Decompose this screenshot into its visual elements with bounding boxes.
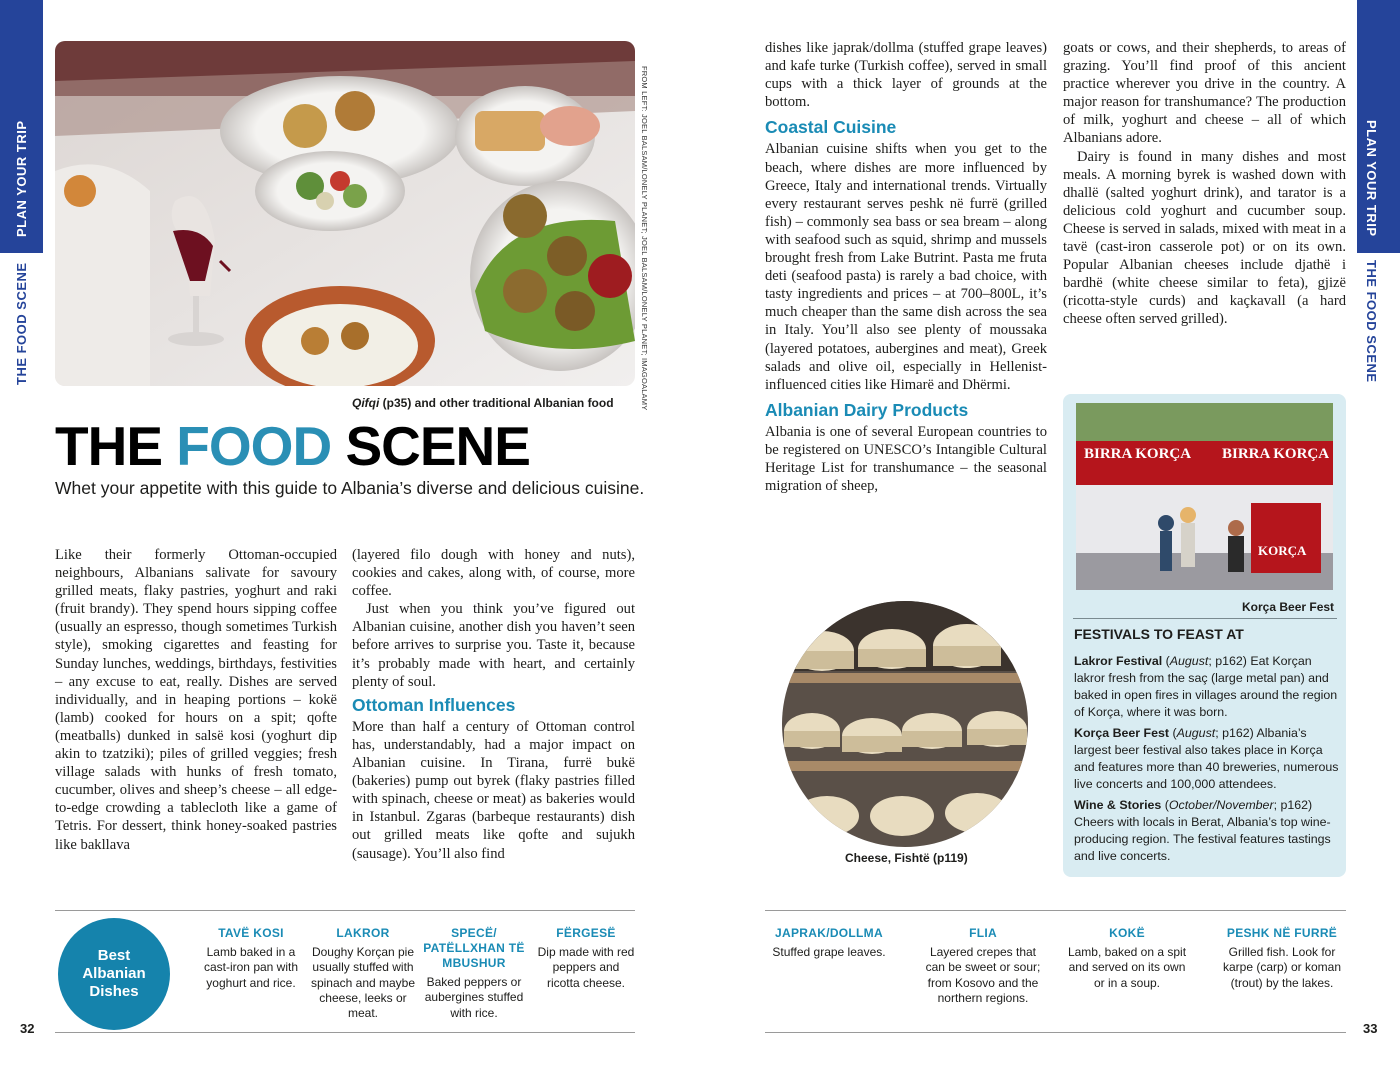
festival-item: Lakror Festival (August; p162) Eat Korçan lakror fresh from the saç (large metal pan) and baked in open fires in villages around the region of Korça, where it was born. xyxy=(1074,654,1338,719)
right-dish-strip-top-rule xyxy=(765,910,1346,911)
page-number-right: 33 xyxy=(1363,1021,1378,1036)
beer-sign-left: BIRRA KORÇA xyxy=(1084,446,1192,462)
dish-card xyxy=(310,926,416,1021)
festivals-box xyxy=(1063,394,1346,877)
right-page-column-1 xyxy=(765,39,1047,495)
right-tab-chapter-label: THE FOOD SCENE xyxy=(1364,260,1379,383)
dish-name: FLIA xyxy=(969,926,997,940)
page-number-left: 32 xyxy=(20,1021,35,1036)
dish-card xyxy=(196,926,306,991)
right-page-column-2 xyxy=(1063,39,1346,329)
dish-name: TAVË KOSI xyxy=(218,926,284,940)
dish-card xyxy=(765,926,893,960)
best-dishes-badge: Best Albanian Dishes xyxy=(58,918,170,1030)
hero-caption: Qifqi (p35) and other traditional Albanian food xyxy=(352,396,614,410)
festival-item: Wine & Stories (October/November; p162) Cheers with locals in Berat, Albania’s top wine-producing region. The festival features tastings and live concerts. xyxy=(1074,798,1331,863)
ottoman-heading: Ottoman Influences xyxy=(352,694,516,715)
left-tab-section-label: PLAN YOUR TRIP xyxy=(14,120,29,237)
left-dish-strip-top-rule xyxy=(55,910,635,911)
dairy-paragraph: Albania is one of several European countries to be registered on UNESCO’s Intangible Cultural Heritage List for transhumance – the seasonal migration of sheep, xyxy=(765,423,1047,495)
festivals-title: FESTIVALS TO FEAST AT xyxy=(1074,626,1244,642)
dish-description: Lamb baked in a cast-iron pan with yoghurt and rice. xyxy=(203,945,299,990)
dish-description: Lamb, baked on a spit and served on its own or in a soup. xyxy=(1067,945,1187,990)
dish-name: JAPRAK/DOLLMA xyxy=(775,926,883,940)
left-dish-strip-bottom-rule xyxy=(55,1032,635,1033)
photo-credit: FROM LEFT: JOEL BALSAM/LONELY PLANET; JOEL BALSAM/LONELY PLANET; IMAGOALAMY xyxy=(640,66,649,411)
dish-description: Dip made with red peppers and ricotta cheese. xyxy=(537,945,635,990)
transhumance-paragraph: goats or cows, and their shepherds, to areas of grazing. You’ll find proof of this ancient practice wherever you drive in the country. A major reason for transhumance? The production of milk, yoghurt and cheese – all of which Albanians adore. xyxy=(1063,40,1346,147)
dish-name: KOKË xyxy=(1109,926,1145,940)
dish-name: LAKROR xyxy=(336,926,390,940)
dish-name: PESHK NË FURRË xyxy=(1226,926,1338,940)
hero-food-photo xyxy=(55,41,635,386)
dish-card xyxy=(422,926,526,1021)
ottoman-paragraph: More than half a century of Ottoman control has, understandably, had a major impact on Albanian cuisine. In Tirana, furrë bukë (bakeries) pump out byrek (flaky pastries filled with spinach, cheese or meat) as bakeries would in Istanbul. Zgaras (barbeque restaurants) dish out grilled meats like qofte and sujukh (sausage). You’ll also find xyxy=(352,718,635,862)
intro-paragraph: Like their formerly Ottoman-occupied neighbours, Albanians salivate for savoury grilled meats, flaky pastries, yoghurt and raki (fruit brandy). They spend hours sipping coffee (usually an espresso, though sometimes Turkish style), smoking cigarettes and feasting for Sunday lunches, weddings, birthdays, festivities – any excuse to eat, really. Dishes are served individually, and in heaping portions – kokë (lamb) cooked for hours on a spit; qofte (meatballs) dunked in salsë kosi (yoghurt dip akin to tzatziki); piles of grilled veggies; fresh village salads with hunks of fresh tomato, cucumber, olives and sheep’s cheese – all edge-to-edge crowding a tablecloth like a game of Tetris. For dessert, think honey-soaked pastries like bakllava xyxy=(55,547,337,853)
dish-card xyxy=(921,926,1045,1006)
surprise-paragraph: Just when you think you’ve figured out Albanian cuisine, another dish you haven’t seen before arrives to surprise you. Taste it, because it’s probably made with heart, and certainly plenty of soul. xyxy=(352,601,635,690)
festival-item: Korça Beer Fest (August; p162) Albania’s largest beer festival also takes place in Korça and features more than 40 breweries, numerous live concerts and 100,000 attendees. xyxy=(1074,726,1339,791)
dairy-heading: Albanian Dairy Products xyxy=(765,399,969,420)
dish-name: FËRGESË xyxy=(556,926,616,940)
beer-fest-photo xyxy=(1076,403,1333,590)
dish-description: Grilled fish. Look for karpe (carp) or koman (trout) by the lakes. xyxy=(1222,945,1342,990)
dish-description: Doughy Korçan pie usually stuffed with spinach and maybe cheese, leeks or meat. xyxy=(310,945,416,1021)
right-dish-strip-bottom-rule xyxy=(765,1032,1346,1033)
left-tab-chapter-label: THE FOOD SCENE xyxy=(14,262,29,385)
left-page-column-2 xyxy=(352,546,635,863)
page-subtitle: Whet your appetite with this guide to Albania’s diverse and delicious cuisine. xyxy=(55,478,645,498)
ottoman-paragraph-end: dishes like japrak/dollma (stuffed grape leaves) and kafe turke (Turkish coffee), served in small cups with a thick layer of grounds at the bottom. xyxy=(765,40,1047,111)
beer-fest-caption: Korça Beer Fest xyxy=(1242,600,1335,614)
dish-card xyxy=(1065,926,1189,991)
dish-description: Baked peppers or aubergines stuffed with rice. xyxy=(424,975,524,1020)
festivals-list xyxy=(1074,626,1339,869)
coastal-paragraph: Albanian cuisine shifts when you get to the beach, where dishes are more influenced by Greece, Italy and international trends. Virtually every restaurant serves peshk në furrë (grilled fish) – commonly sea bass or sea bream – along with seafood such as squid, shrimp and mussels brought fresh from Lake Butrint. Pasta me fruta deti (seafood pasta) is rarely a bad choice, with tasty ingredients and prices – at 700–800L, it’s much cheaper than the same dish across the sea in Italy. You’ll also see plenty of moussaka (layered potatoes, aubergines and meat), Greek salads and olive oil, especially in Hellenist-influenced cities like Himarë and Dhërmi. xyxy=(765,141,1047,393)
intro-paragraph-end: (layered filo dough with honey and nuts), cookies and cakes, along with, of course, more coffee. xyxy=(352,547,635,600)
cheese-caption: Cheese, Fishtë (p119) xyxy=(845,851,968,865)
dish-card xyxy=(1220,926,1344,991)
dish-card xyxy=(536,926,636,991)
cheese-photo xyxy=(782,601,1028,847)
beer-sign-right: BIRRA KORÇA xyxy=(1222,446,1330,462)
beer-sign-bottom: KORÇA xyxy=(1258,543,1307,558)
page-title: THE FOOD SCENE xyxy=(55,415,530,477)
dish-description: Stuffed grape leaves. xyxy=(772,945,886,959)
coastal-heading: Coastal Cuisine xyxy=(765,117,897,138)
right-tab-section-label: PLAN YOUR TRIP xyxy=(1364,120,1379,237)
festivals-divider xyxy=(1073,618,1337,619)
dish-name: SPECË/ PATËLLXHAN TË MBUSHUR xyxy=(423,926,525,970)
left-page-column-1 xyxy=(55,546,337,854)
dish-description: Layered crepes that can be sweet or sour; from Kosovo and the northern regions. xyxy=(925,945,1041,1005)
dairy-dishes-paragraph: Dairy is found in many dishes and most meals. A morning byrek is washed down with dhallë (salted yoghurt drink), and tarator is a delicious cold yoghurt and cucumber soup. Cheese is served in salads, mixed with meat in a tavë (cast-iron casserole pot) or on its own. Popular Albanian cheeses include djathë i bardhë (white cheese similar to feta), gjizë (ricotta-style curds) and kaçkavall (a hard cheese often served grilled). xyxy=(1063,148,1346,328)
